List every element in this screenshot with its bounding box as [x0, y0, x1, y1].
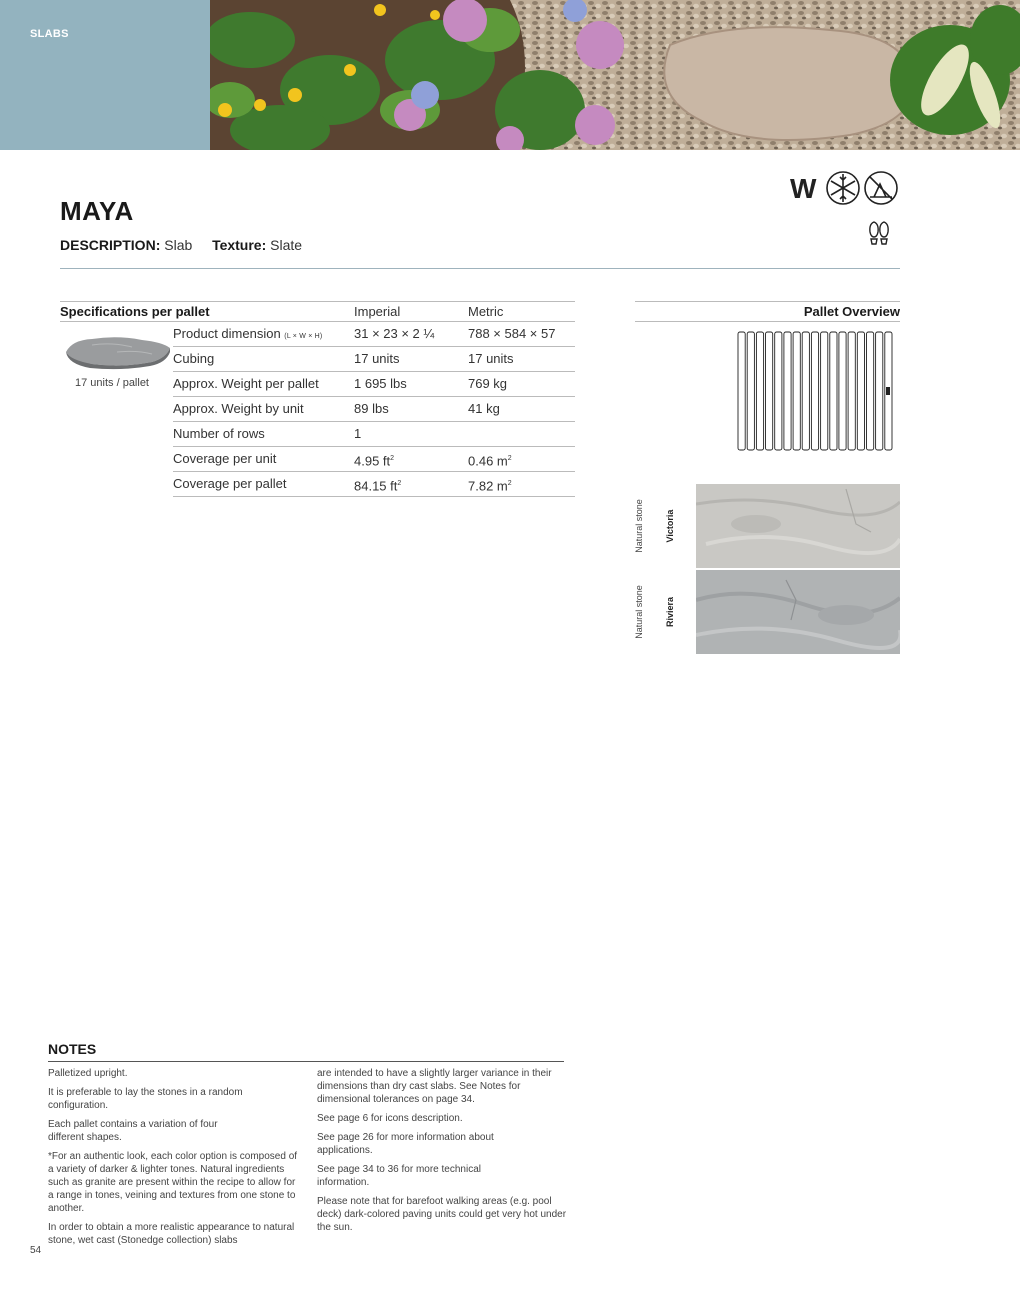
pallet-slab [830, 332, 837, 450]
swatch-name: Victoria [665, 509, 675, 543]
stone-thumbnail [62, 330, 172, 370]
pallet-slab [802, 332, 809, 450]
pallet-slab [784, 332, 791, 450]
note-paragraph: See page 26 for more information about applications. [317, 1132, 494, 1156]
imperial-sup: 2 [397, 480, 402, 487]
row-imperial: 1 [354, 426, 362, 441]
pallet-slab [848, 332, 855, 450]
table-row [173, 322, 575, 347]
note-paragraph: are intended to have a slightly larger variance in their dimensions than dry cast slabs. See Notes for dimensional tolerances on page 34. [317, 1068, 552, 1105]
imperial-value: 4.95 ft [354, 453, 391, 469]
divider [60, 268, 900, 269]
swatch-texture [696, 570, 900, 654]
freeze-thaw-icon [827, 172, 859, 204]
description-label: DESCRIPTION [60, 237, 156, 253]
row-label-sub: (L × W × H) [284, 333, 323, 340]
pallet-marker [886, 387, 890, 395]
notes-title: NOTES [48, 1041, 97, 1057]
specs-header [60, 301, 575, 322]
note-paragraph: Each pallet contains a variation of four different shapes. [48, 1119, 218, 1143]
row-metric: 41 kg [468, 401, 500, 416]
row-metric: 788 × 584 × 57 [468, 326, 556, 341]
row-label: Approx. Weight per pallet [173, 376, 319, 391]
table-row [173, 422, 575, 447]
col-metric: Metric [468, 304, 504, 319]
note-paragraph: Please note that for barefoot walking areas (e.g. pool deck) dark-colored paving units could get very hot under the sun. [317, 1196, 567, 1233]
pallet-slab [821, 332, 828, 450]
pallet-overview-title: Pallet Overview [635, 301, 900, 322]
row-metric: 17 units [468, 351, 514, 366]
row-imperial: 1 695 lbs [354, 376, 407, 391]
notes-divider [48, 1061, 564, 1062]
row-imperial [354, 447, 394, 473]
swatch-type: Natural stone [634, 585, 644, 639]
page-number: 54 [30, 1245, 42, 1256]
note-paragraph: See page 6 for icons description. [317, 1113, 463, 1124]
row-imperial: 89 lbs [354, 401, 389, 416]
pallet-slab [747, 332, 754, 450]
row-imperial [354, 472, 401, 498]
row-label-text: Product dimension [173, 326, 281, 341]
pallet-slab [811, 332, 818, 450]
swatch-name: Riviera [665, 596, 675, 628]
col-imperial: Imperial [354, 304, 401, 319]
hero-photo [210, 0, 1020, 150]
garden-photo [210, 0, 1020, 150]
notes-column-1 [48, 1067, 298, 1253]
pallet-slab [766, 332, 773, 450]
description-value: Slab [164, 237, 193, 253]
row-imperial: 31 × 23 × 2 ¼ [354, 326, 435, 341]
swatch-texture [696, 484, 900, 568]
pallet-diagram [735, 330, 897, 455]
texture-value: Slate [270, 237, 303, 253]
color-swatch-riviera[interactable] [630, 570, 900, 654]
note-paragraph: It is preferable to lay the stones in a random configuration. [48, 1087, 243, 1111]
section-label: SLABS [30, 28, 69, 40]
section-tab [0, 0, 210, 150]
table-row [173, 397, 575, 422]
imperial-sup: 2 [390, 455, 395, 462]
row-label: Coverage per pallet [173, 476, 287, 491]
imperial-value: 84.15 ft [354, 478, 398, 494]
pallet-slab [793, 332, 800, 450]
no-salt-icon [865, 172, 897, 204]
metric-sup: 2 [507, 455, 512, 462]
pallet-slab [876, 332, 883, 450]
pallet-slab [867, 332, 874, 450]
notes-column-2 [317, 1067, 567, 1240]
product-title: MAYA [60, 196, 134, 226]
pallet-slab [756, 332, 763, 450]
swatch-type: Natural stone [634, 499, 644, 553]
row-metric [468, 447, 512, 473]
note-paragraph: *For an authentic look, each color option is composed of a variety of darker & lighter tones. Natural ingredients such as granite are present within the recipe to allow for a range in tones, veining and textures from one stone to another. [48, 1151, 298, 1214]
note-paragraph: Palletized upright. [48, 1068, 128, 1079]
color-swatch-victoria[interactable] [630, 484, 900, 568]
specs-title: Specifications per pallet [60, 304, 210, 319]
table-row [173, 447, 575, 472]
pallet-slab [775, 332, 782, 450]
units-caption: 17 units / pallet [75, 377, 149, 389]
texture-label: Texture [212, 237, 262, 253]
note-paragraph: See page 34 to 36 for more technical information. [317, 1164, 481, 1188]
pallet-slab [738, 332, 745, 450]
description-colon: : [155, 237, 161, 253]
specs-table [173, 322, 575, 497]
row-metric: 769 kg [468, 376, 508, 391]
row-label: Number of rows [173, 426, 265, 441]
row-imperial: 17 units [354, 351, 400, 366]
foot-traffic-icon [868, 220, 890, 246]
product-description [60, 237, 302, 253]
table-row [173, 372, 575, 397]
table-row [173, 347, 575, 372]
row-metric [468, 472, 512, 498]
texture-colon: : [261, 237, 267, 253]
row-label: Approx. Weight by unit [173, 401, 304, 416]
metric-sup: 2 [507, 480, 512, 487]
metric-value: 7.82 m [468, 478, 508, 494]
table-row [173, 472, 575, 497]
w-icon: W [790, 173, 817, 204]
row-label [173, 322, 322, 349]
row-label: Coverage per unit [173, 451, 277, 466]
product-icons [788, 170, 900, 206]
row-label: Cubing [173, 351, 215, 366]
pallet-slab [857, 332, 864, 450]
note-paragraph: In order to obtain a more realistic appearance to natural stone, wet cast (Stonedge collection) slabs [48, 1222, 295, 1246]
metric-value: 0.46 m [468, 453, 508, 469]
pallet-slab [839, 332, 846, 450]
